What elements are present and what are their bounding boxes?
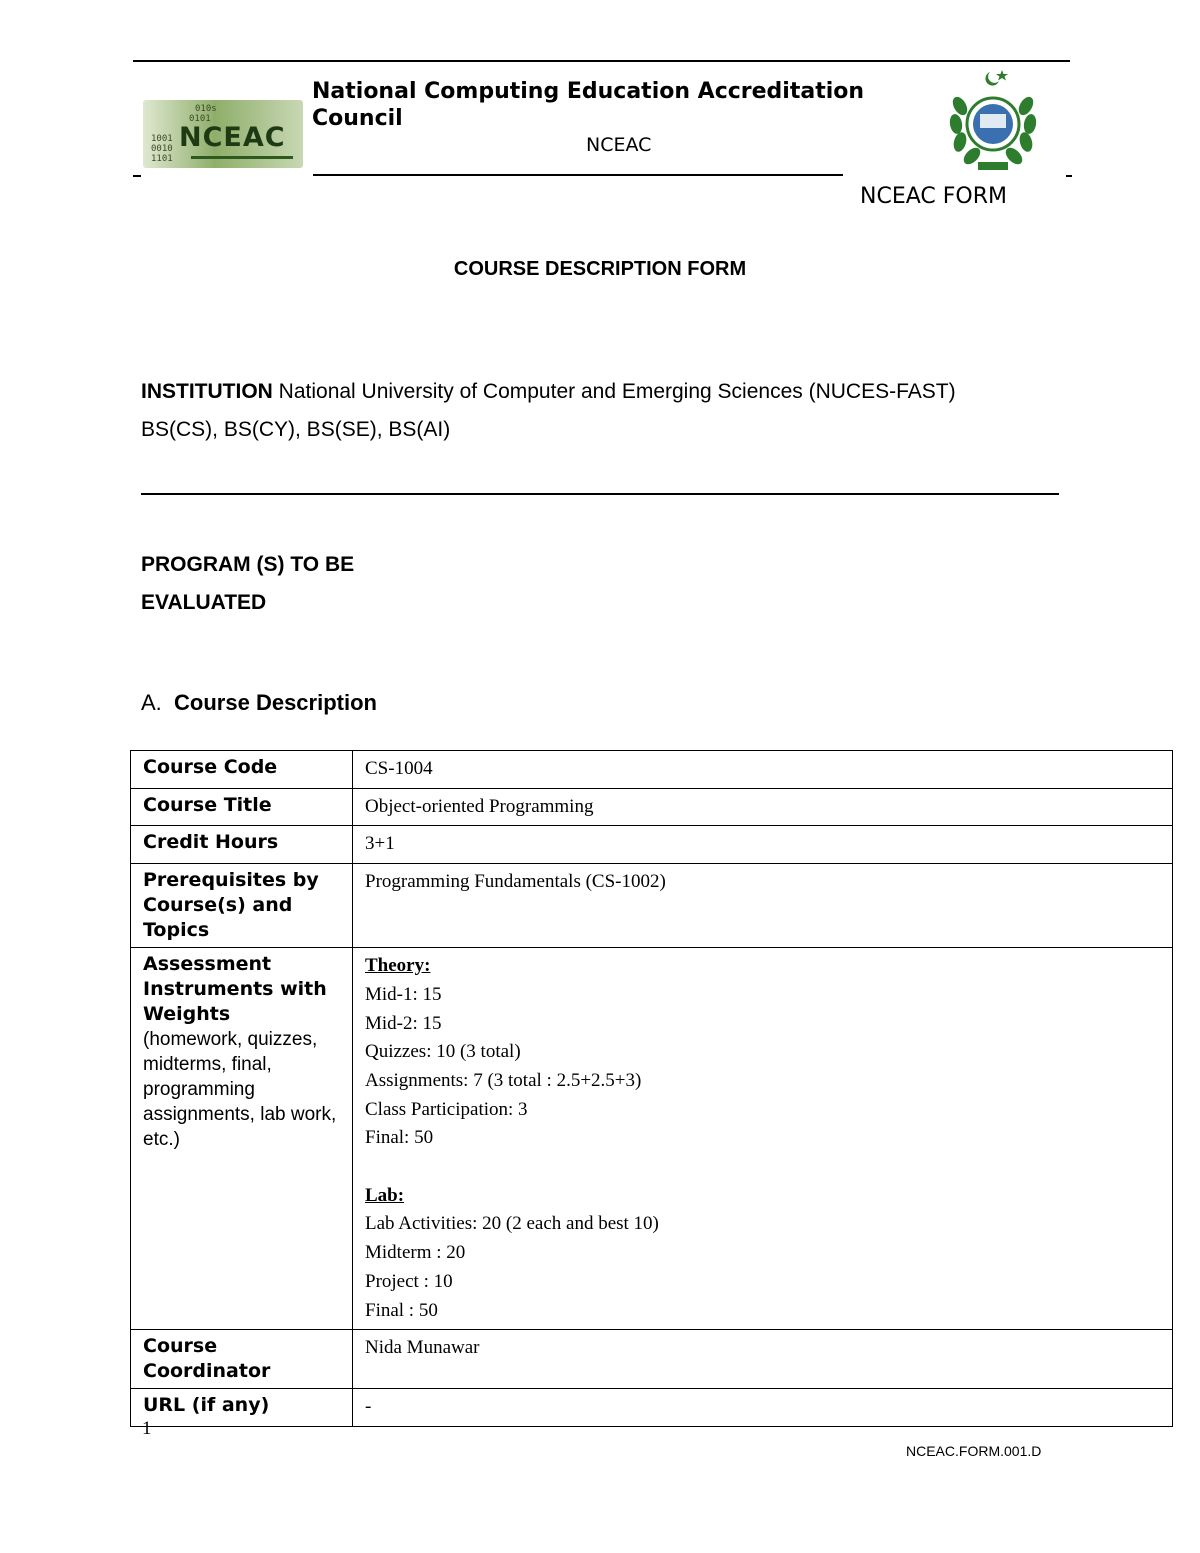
hec-crest-icon [940,66,1046,176]
header-tick-right [1066,175,1072,177]
page-title: COURSE DESCRIPTION FORM [453,258,747,280]
header-top-rule [133,60,1070,62]
logo-digits: 0010 [151,144,173,154]
list-item: Lab Activities: 20 (2 each and best 10) [365,1213,659,1235]
table-row [131,788,1173,826]
nceac-logo [143,100,303,168]
header-title: National Computing Education Accreditation Council [312,79,865,131]
institution-label: INSTITUTION [141,380,273,403]
label-line: Course(s) and [143,894,293,917]
row-label [131,1330,353,1389]
form-tag: NCEAC FORM [860,184,1007,208]
row-label [131,864,353,948]
logo-wordmark: NCEAC [179,122,286,153]
list-item: Mid-2: 15 [365,1012,442,1034]
table-row [131,864,1173,948]
list-item: Midterm : 20 [365,1242,466,1264]
logo-digits: 1101 [151,154,173,164]
header-subtitle: NCEAC [586,134,652,154]
label-line: Coordinator [143,1360,271,1383]
logo-digits: 1001 [151,134,173,144]
page-number: 1 [142,1418,152,1439]
label-line: Assessment [143,953,272,976]
program-label [141,546,354,622]
section-heading [141,690,377,716]
credit-hours-value: 3+1 [353,826,1173,864]
table-row [131,1330,1173,1389]
url-value: - [353,1389,1173,1427]
logo-digits: 0101 [189,114,211,124]
programs-value: BS(CS), BS(CY), BS(SE), BS(AI) [141,418,451,441]
table-row [131,948,1173,1330]
row-label: Course Title [131,788,353,826]
label-line: Instruments with [143,978,327,1001]
assessment-note: (homework, quizzes, midterms, final, programming assignments, lab work, etc.) [143,1029,337,1151]
course-code-value: CS-1004 [353,751,1173,789]
list-item: Final: 50 [365,1127,434,1149]
logo-underline [191,156,293,159]
label-line: Prerequisites by [143,869,319,892]
institution-line [141,373,1101,411]
table-row [131,1389,1173,1427]
section-letter: A. [141,690,162,715]
list-item: Quizzes: 10 (3 total) [365,1041,521,1063]
row-label: Credit Hours [131,826,353,864]
logo-digits: 010s [195,104,217,114]
section-divider [141,493,1059,495]
label-line: Topics [143,919,210,942]
spacer [365,1153,1160,1182]
table-row [131,826,1173,864]
coordinator-value: Nida Munawar [353,1330,1173,1389]
list-item: Project : 10 [365,1270,453,1292]
institution-block [141,373,1101,449]
theory-heading: Theory: [365,955,431,977]
list-item: Assignments: 7 (3 total : 2.5+2.5+3) [365,1069,642,1091]
form-code: NCEAC.FORM.001.D [906,1443,1042,1459]
assessment-value [353,948,1173,1330]
label-line: Course [143,1335,218,1358]
program-label-line: EVALUATED [141,591,267,614]
course-description-table [130,750,1173,1427]
row-label: URL (if any) [131,1389,353,1427]
list-item: Mid-1: 15 [365,983,442,1005]
lab-heading: Lab: [365,1184,405,1206]
list-item: Class Participation: 3 [365,1098,528,1120]
header-bottom-rule [313,174,843,176]
header-tick-left [133,175,141,177]
label-line: Weights [143,1003,231,1026]
institution-value: National University of Computer and Emerging Sciences (NUCES-FAST) [278,380,956,403]
table-row [131,751,1173,789]
program-label-line: PROGRAM (S) TO BE [141,553,355,576]
course-title-value: Object-oriented Programming [353,788,1173,826]
row-label: Course Code [131,751,353,789]
section-title: Course Description [174,690,377,715]
list-item: Final : 50 [365,1299,438,1321]
prerequisites-value: Programming Fundamentals (CS-1002) [353,864,1173,948]
row-label [131,948,353,1330]
